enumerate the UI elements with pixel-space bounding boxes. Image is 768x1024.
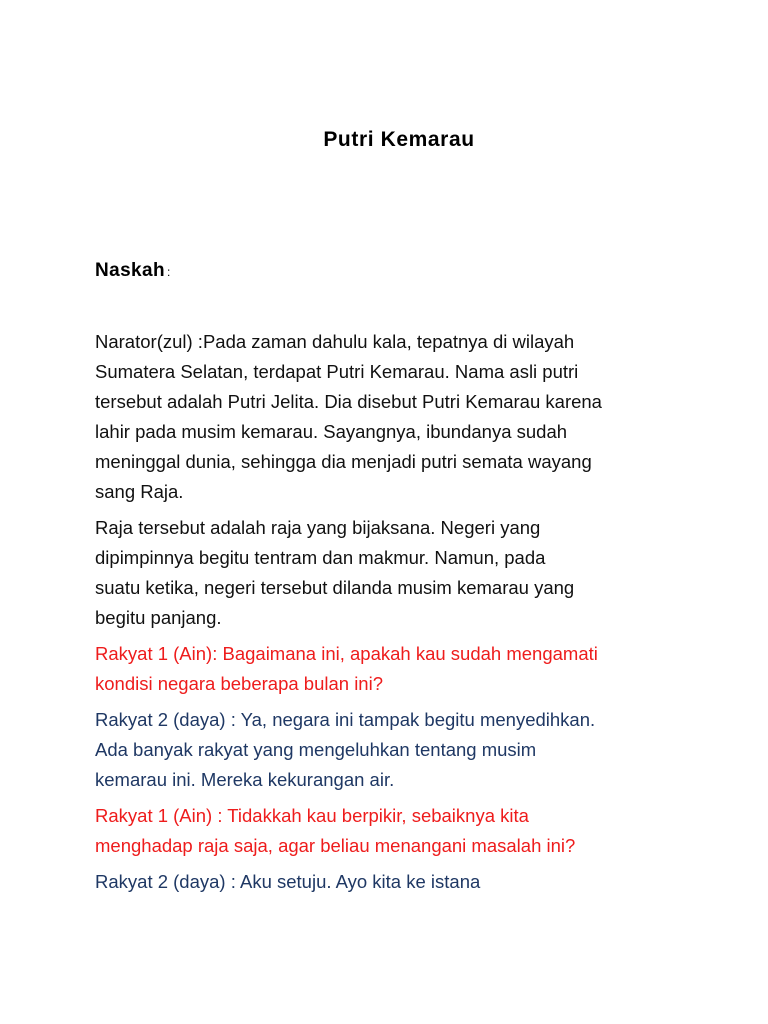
- script-heading: [95, 260, 170, 282]
- dialogue-rakyat1: [95, 639, 715, 699]
- text-line: Rakyat 1 (Ain): Bagaimana ini, apakah kau sudah mengamati: [95, 643, 598, 664]
- text-line: dipimpinnya begitu tentram dan makmur. Namun, pada: [95, 547, 546, 568]
- document-title: Putri Kemarau: [323, 128, 475, 151]
- dialogue-rakyat2: [95, 867, 715, 897]
- text-line: suatu ketika, negeri tersebut dilanda musim kemarau yang: [95, 577, 575, 598]
- text-line: Rakyat 2 (daya) : Ya, negara ini tampak begitu menyedihkan.: [95, 709, 596, 730]
- text-line: lahir pada musim kemarau. Sayangnya, ibundanya sudah: [95, 421, 568, 442]
- narration-paragraph: [95, 327, 715, 507]
- text-line: Sumatera Selatan, terdapat Putri Kemarau. Nama asli putri: [95, 361, 579, 382]
- text-line: Narator(zul) :Pada zaman dahulu kala, tepatnya di wilayah: [95, 331, 575, 352]
- text-line: sang Raja.: [95, 481, 184, 502]
- dialogue-rakyat1: [95, 801, 715, 861]
- script-heading-label: Naskah: [95, 260, 165, 281]
- text-line: Rakyat 2 (daya) : Aku setuju. Ayo kita ke istana: [95, 871, 481, 892]
- script-body: [95, 327, 715, 903]
- text-line: Raja tersebut adalah raja yang bijaksana. Negeri yang: [95, 517, 541, 538]
- text-line: tersebut adalah Putri Jelita. Dia disebut Putri Kemarau karena: [95, 391, 602, 412]
- text-line: kondisi negara beberapa bulan ini?: [95, 673, 383, 694]
- text-line: meninggal dunia, sehingga dia menjadi putri semata wayang: [95, 451, 592, 472]
- dialogue-rakyat2: [95, 705, 715, 795]
- script-heading-colon: :: [167, 265, 171, 279]
- text-line: menghadap raja saja, agar beliau menangani masalah ini?: [95, 835, 576, 856]
- narration-paragraph: [95, 513, 715, 633]
- text-line: kemarau ini. Mereka kekurangan air.: [95, 769, 395, 790]
- text-line: Rakyat 1 (Ain) : Tidakkah kau berpikir, sebaiknya kita: [95, 805, 529, 826]
- text-line: Ada banyak rakyat yang mengeluhkan tentang musim: [95, 739, 537, 760]
- text-line: begitu panjang.: [95, 607, 222, 628]
